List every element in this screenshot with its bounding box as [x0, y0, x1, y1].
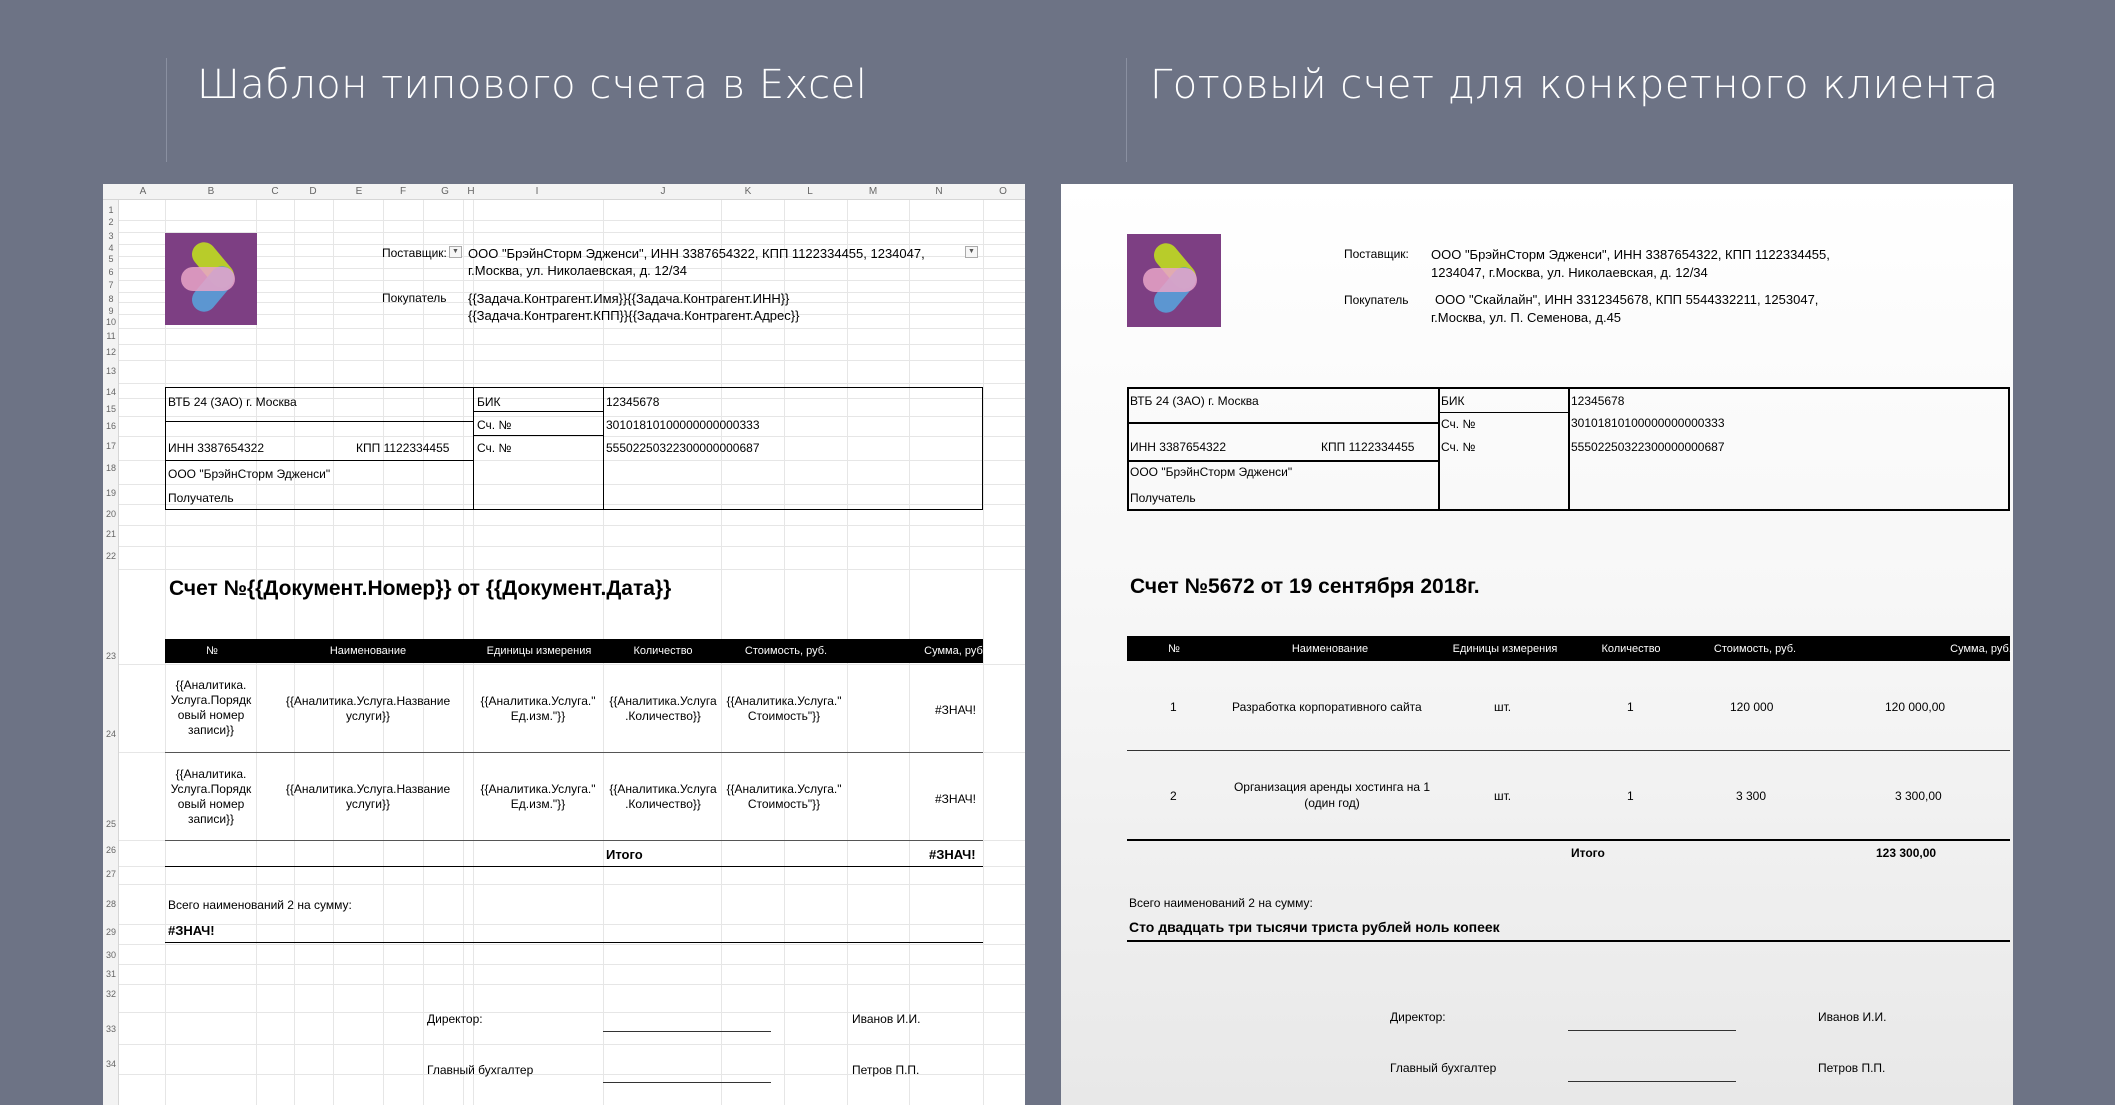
accountant-name: Петров П.П. — [852, 1063, 920, 1077]
inv-acc-label-2: Сч. № — [1441, 440, 1476, 454]
row1-name: {{Аналитика.Услуга.Название услуги}} — [285, 694, 451, 723]
row-header-18[interactable]: 18 — [105, 463, 116, 473]
acc-label-1: Сч. № — [477, 418, 512, 432]
column-header-k[interactable]: K — [744, 186, 752, 197]
row1-unit: {{Аналитика.Услуга." Ед.изм."}} — [480, 694, 596, 723]
th-price: Стоимость, руб. — [744, 645, 828, 657]
row1-price: {{Аналитика.Услуга." Стоимость"}} — [726, 694, 842, 723]
column-header-n[interactable]: N — [935, 186, 943, 197]
row-header-12[interactable]: 12 — [105, 347, 116, 357]
buyer-line2: {{Задача.Контрагент.КПП}}{{Задача.Контрагент.Адрес}} — [468, 308, 800, 323]
inv-recipient-org: ООО "БрэйнСторм Эдженси" — [1130, 465, 1293, 479]
director-label: Директор: — [427, 1012, 483, 1026]
row-header-26[interactable]: 26 — [105, 845, 116, 855]
inv-th-sum: Сумма, руб. — [1950, 643, 2012, 655]
column-header-g[interactable]: G — [441, 186, 449, 197]
bik-value: 12345678 — [606, 395, 660, 409]
recipient-label: Получатель — [168, 491, 234, 505]
inv-th-qty: Количество — [1601, 643, 1661, 655]
kpp-value: КПП 1122334455 — [356, 441, 450, 455]
inv-item1-price: 120 000 — [1730, 700, 1774, 714]
row-header-4[interactable]: 4 — [108, 243, 114, 253]
row-header-5[interactable]: 5 — [108, 254, 114, 264]
gridline-row — [119, 664, 1025, 665]
divider-right — [1126, 58, 1127, 162]
inv-item2-price: 3 300 — [1736, 789, 1767, 803]
inv-buyer-label: Покупатель — [1344, 293, 1409, 307]
row-header-19[interactable]: 19 — [105, 488, 116, 498]
row-header-8[interactable]: 8 — [108, 294, 114, 304]
row-header-1[interactable]: 1 — [108, 205, 114, 215]
column-header-l[interactable]: L — [807, 186, 813, 197]
gridline-row — [119, 944, 1025, 945]
gridline-row — [119, 569, 1025, 570]
gridline-row — [119, 964, 1025, 965]
inv-item1-name: Разработка корпоративного сайта — [1232, 700, 1422, 714]
column-headers — [103, 184, 1025, 200]
divider-left — [166, 58, 167, 162]
recipient-org: ООО "БрэйнСторм Эдженси" — [168, 467, 331, 481]
gridline-row — [119, 546, 1025, 547]
inv-item2-sum: 3 300,00 — [1895, 789, 1942, 803]
row-header-14[interactable]: 14 — [105, 387, 116, 397]
supplier-line2: г.Москва, ул. Николаевская, д. 12/34 — [468, 263, 687, 278]
inv-accountant-label: Главный бухгалтер — [1390, 1061, 1497, 1075]
row-header-25[interactable]: 25 — [105, 819, 116, 829]
row-header-2[interactable]: 2 — [108, 217, 114, 227]
total-value: #ЗНАЧ! — [929, 847, 976, 862]
gridline-row — [119, 383, 1025, 384]
inv-th-unit: Единицы измерения — [1452, 643, 1558, 655]
column-header-m[interactable]: M — [868, 186, 878, 197]
column-header-c[interactable]: C — [271, 186, 279, 197]
gridline-row — [119, 884, 1025, 885]
row2-unit: {{Аналитика.Услуга." Ед.изм."}} — [480, 782, 596, 811]
row-header-10[interactable]: 10 — [105, 317, 116, 327]
inv-bik-label: БИК — [1441, 394, 1465, 408]
items-count-text: Всего наименований 2 на сумму: — [168, 898, 352, 912]
inv-inn: ИНН 3387654322 — [1130, 440, 1227, 454]
gridline-row — [119, 1044, 1025, 1045]
supplier-dropdown-icon[interactable]: ▼ — [449, 246, 462, 258]
row-header-17[interactable]: 17 — [105, 441, 116, 451]
inv-total-label: Итого — [1571, 846, 1605, 860]
company-logo — [165, 233, 257, 325]
bik-label: БИК — [477, 395, 501, 409]
inv-item2-qty: 1 — [1627, 789, 1634, 803]
row-header-15[interactable]: 15 — [105, 404, 116, 414]
inv-th-name: Наименование — [1291, 643, 1369, 655]
column-header-d[interactable]: D — [309, 186, 317, 197]
invoice-title-template: Счет №{{Документ.Номер}} от {{Документ.Дата}} — [169, 577, 672, 600]
row-header-32[interactable]: 32 — [105, 989, 116, 999]
row-header-3[interactable]: 3 — [108, 231, 114, 241]
inv-item1-qty: 1 — [1627, 700, 1634, 714]
row-header-31[interactable]: 31 — [105, 969, 116, 979]
inv-buyer-line2: г.Москва, ул. П. Семенова, д.45 — [1431, 310, 1622, 325]
inv-sum-in-words: Сто двадцать три тысячи триста рублей ноль копеек — [1129, 919, 1500, 935]
column-header-e[interactable]: E — [355, 186, 363, 197]
template-heading: Шаблон типового счета в Excel — [197, 62, 868, 108]
row-header-22[interactable]: 22 — [105, 551, 116, 561]
inv-item1-unit: шт. — [1494, 700, 1512, 714]
director-name: Иванов И.И. — [852, 1012, 921, 1026]
row-header-34[interactable]: 34 — [105, 1059, 116, 1069]
inv-title: Счет №5672 от 19 сентября 2018г. — [1130, 575, 1480, 598]
inv-items-count-text: Всего наименований 2 на сумму: — [1129, 896, 1313, 910]
inv-bank-name: ВТБ 24 (ЗАО) г. Москва — [1130, 394, 1259, 408]
th-sum: Сумма, руб. — [924, 645, 986, 657]
column-header-i[interactable]: I — [535, 186, 539, 197]
th-num: № — [206, 645, 218, 657]
gridline-row — [119, 220, 1025, 221]
buyer-label: Покупатель — [382, 291, 447, 305]
gridline-row — [119, 924, 1025, 925]
supplier-line1: ООО "БрэйнСторм Эдженси", ИНН 3387654322, КПП 1122334455, 1234047, — [468, 246, 925, 261]
row-header-33[interactable]: 33 — [105, 1024, 116, 1034]
gridline-row — [119, 328, 1025, 329]
inv-item2-name: Организация аренды хостинга на 1 (один год) — [1233, 780, 1431, 810]
inv-th-price: Стоимость, руб. — [1713, 643, 1797, 655]
supplier-end-dropdown-icon[interactable]: ▼ — [965, 246, 978, 258]
row-header-23[interactable]: 23 — [105, 651, 116, 661]
accountant-label: Главный бухгалтер — [427, 1063, 534, 1077]
inv-acc-value-1: 30101810100000000000333 — [1571, 416, 1725, 430]
inv-item1-num: 1 — [1170, 700, 1177, 714]
inv-item2-num: 2 — [1170, 789, 1177, 803]
inv-total-value: 123 300,00 — [1876, 846, 1937, 860]
inv-bik-value: 12345678 — [1571, 394, 1625, 408]
row-headers — [103, 200, 119, 1105]
row-header-9[interactable]: 9 — [108, 306, 114, 316]
sum-in-words: #ЗНАЧ! — [168, 923, 215, 938]
acc-value-2: 55502250322300000000687 — [606, 441, 760, 455]
column-header-b[interactable]: B — [207, 186, 215, 197]
row-header-11[interactable]: 11 — [106, 331, 116, 341]
row-header-16[interactable]: 16 — [105, 421, 116, 431]
inv-supplier-line2: 1234047, г.Москва, ул. Николаевская, д. 12/34 — [1431, 265, 1708, 280]
gridline-row — [119, 525, 1025, 526]
company-logo-invoice — [1127, 234, 1221, 327]
th-name: Наименование — [329, 645, 407, 657]
th-unit: Единицы измерения — [486, 645, 592, 657]
supplier-label: Поставщик: — [382, 246, 447, 260]
inv-acc-value-2: 55502250322300000000687 — [1571, 440, 1725, 454]
row2-name: {{Аналитика.Услуга.Название услуги}} — [285, 782, 451, 811]
inv-item2-unit: шт. — [1494, 789, 1512, 803]
inv-kpp: КПП 1122334455 — [1321, 440, 1415, 454]
finished-invoice — [1061, 184, 2013, 1105]
row-header-27[interactable]: 27 — [105, 869, 116, 879]
row1-sum: #ЗНАЧ! — [935, 703, 976, 717]
inv-item1-sum: 120 000,00 — [1885, 700, 1946, 714]
inn-value: ИНН 3387654322 — [168, 441, 265, 455]
inv-director-label: Директор: — [1390, 1010, 1446, 1024]
row2-sum: #ЗНАЧ! — [935, 792, 976, 806]
inv-supplier-line1: ООО "БрэйнСторм Эдженси", ИНН 3387654322, КПП 1122334455, — [1431, 247, 1830, 262]
row-header-7[interactable]: 7 — [108, 280, 114, 290]
column-header-h[interactable]: H — [467, 186, 475, 197]
row-header-30[interactable]: 30 — [105, 950, 116, 960]
column-header-f[interactable]: F — [399, 186, 407, 197]
invoice-heading: Готовый счет для конкретного клиента — [1150, 62, 1999, 108]
row1-qty: {{Аналитика.Услуга .Количество}} — [609, 694, 717, 723]
bank-name: ВТБ 24 (ЗАО) г. Москва — [168, 395, 297, 409]
row-header-28[interactable]: 28 — [105, 899, 116, 909]
inv-buyer-line1: ООО "Скайлайн", ИНН 3312345678, КПП 5544332211, 1253047, — [1435, 292, 1819, 307]
gridline-row — [119, 360, 1025, 361]
column-header-j[interactable]: J — [660, 186, 666, 197]
total-label: Итого — [606, 847, 643, 862]
inv-th-num: № — [1168, 643, 1180, 655]
inv-director-name: Иванов И.И. — [1818, 1010, 1887, 1024]
inv-table-header — [1127, 636, 2010, 661]
column-header-o[interactable]: O — [999, 186, 1007, 197]
row-header-24[interactable]: 24 — [105, 729, 116, 739]
inv-recipient-label: Получатель — [1130, 491, 1196, 505]
gridline-row — [119, 984, 1025, 985]
inv-supplier-label: Поставщик: — [1344, 247, 1409, 261]
buyer-line1: {{Задача.Контрагент.Имя}}{{Задача.Контрагент.ИНН}} — [468, 291, 790, 306]
inv-acc-label-1: Сч. № — [1441, 417, 1476, 431]
row-header-13[interactable]: 13 — [105, 366, 116, 376]
row1-num: {{Аналитика. Услуга.Порядк овый номер записи}} — [170, 678, 252, 737]
row2-num: {{Аналитика. Услуга.Порядк овый номер записи}} — [170, 767, 252, 826]
inv-accountant-name: Петров П.П. — [1818, 1061, 1886, 1075]
th-qty: Количество — [633, 645, 693, 657]
row-header-6[interactable]: 6 — [108, 267, 114, 277]
row2-qty: {{Аналитика.Услуга .Количество}} — [609, 782, 717, 811]
row-header-20[interactable]: 20 — [105, 509, 116, 519]
row-header-29[interactable]: 29 — [105, 927, 116, 937]
excel-template-sheet[interactable] — [103, 184, 1025, 1105]
row2-price: {{Аналитика.Услуга." Стоимость"}} — [726, 782, 842, 811]
table-header — [165, 639, 986, 663]
gridline-row — [119, 344, 1025, 345]
acc-label-2: Сч. № — [477, 441, 512, 455]
acc-value-1: 30101810100000000000333 — [606, 418, 760, 432]
row-header-21[interactable]: 21 — [105, 529, 116, 539]
column-header-a[interactable]: A — [139, 186, 147, 197]
